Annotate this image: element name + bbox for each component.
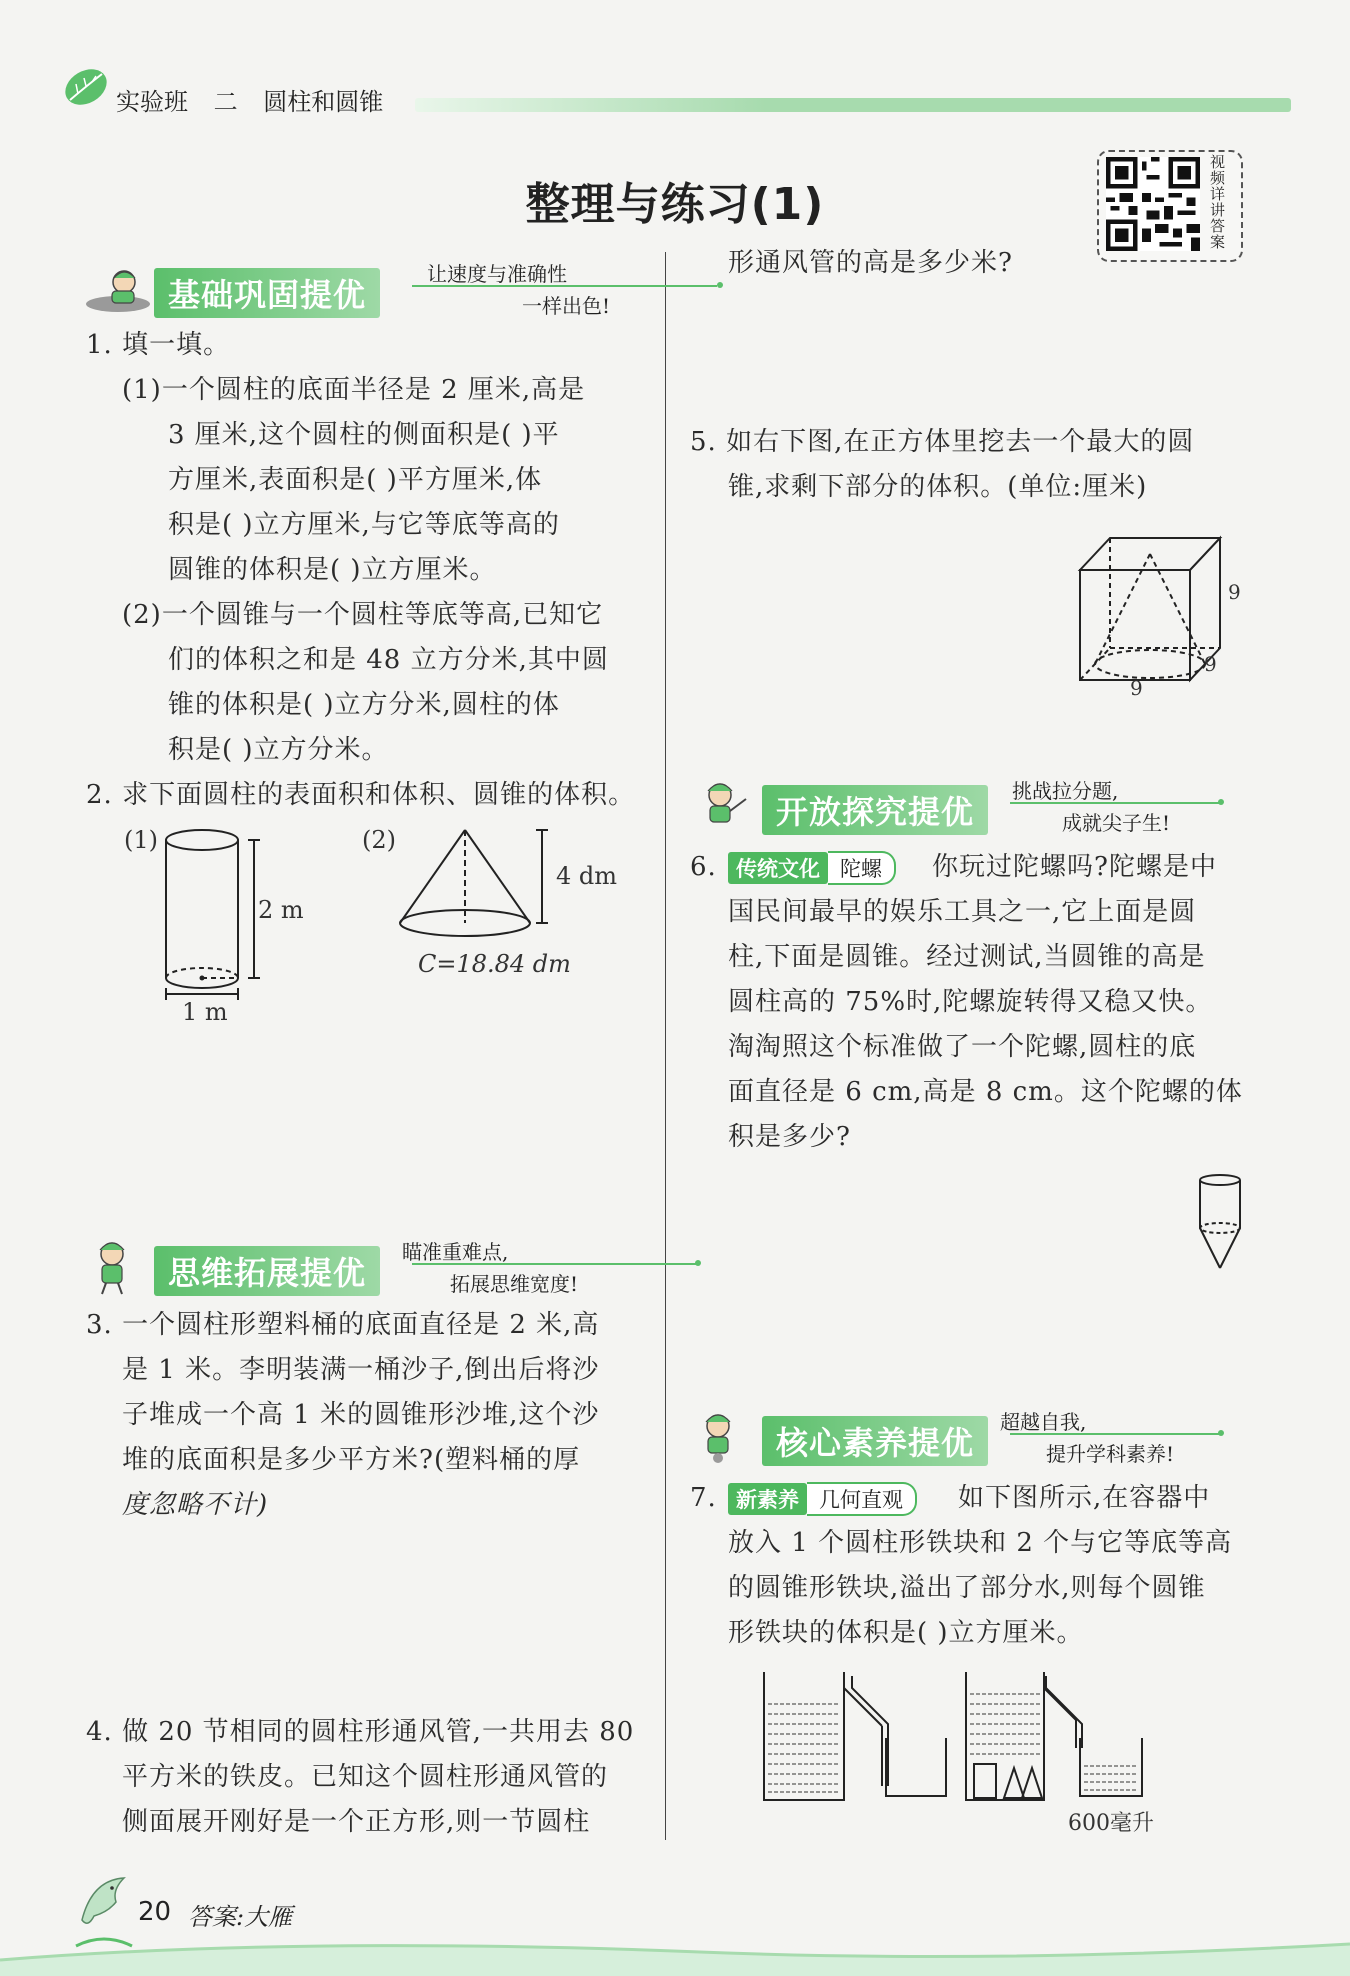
question-1-2-line: 锥的体积是( )立方分米,圆柱的体 <box>168 690 560 720</box>
question-1-2-line: 们的体积之和是 48 立方分米,其中圆 <box>168 645 609 675</box>
banner-dot <box>717 282 723 288</box>
banner-tagline-1: 让速度与准确性 <box>427 262 567 286</box>
question-3-line: 是 1 米。李明装满一桶沙子,倒出后将沙 <box>122 1355 600 1385</box>
question-3-line: 度忽略不计) <box>122 1490 269 1520</box>
question-4-continued: 形通风管的高是多少米? <box>728 248 1013 278</box>
question-1-1-line: 方厘米,表面积是( )平方厘米,体 <box>168 465 543 495</box>
question-7-number: 7. <box>690 1483 717 1513</box>
section-label: 思维拓展提优 <box>154 1246 380 1296</box>
mascot-icon <box>690 1406 762 1466</box>
badge-category: 传统文化 <box>728 852 828 884</box>
mascot-icon <box>82 258 154 318</box>
question-6-line: 柱,下面是圆锥。经过测试,当圆锥的高是 <box>728 942 1206 972</box>
section-label: 开放探究提优 <box>762 785 988 835</box>
header-band <box>415 98 1291 112</box>
banner-tagline-2: 提升学科素养! <box>1046 1442 1175 1466</box>
section-banner-basic <box>82 258 662 322</box>
mascot-icon <box>690 775 762 835</box>
leaf-logo-icon <box>62 66 110 108</box>
banner-dot <box>695 1260 701 1266</box>
question-5-line: 5. 如右下图,在正方体里挖去一个最大的圆 <box>690 427 1195 457</box>
cone-height-label: 4 dm <box>556 862 618 890</box>
banner-tagline-2: 拓展思维宽度! <box>450 1272 579 1296</box>
question-4-line: 平方米的铁皮。已知这个圆柱形通风管的 <box>122 1762 609 1792</box>
badge-topic: 陀螺 <box>828 851 896 885</box>
banner-tagline-2: 一样出色! <box>522 294 611 318</box>
running-header <box>116 82 401 117</box>
overflow-label: 600毫升 <box>1068 1811 1154 1836</box>
column-divider <box>665 252 666 1840</box>
cube-height-label: 9 <box>1228 580 1241 604</box>
question-7-line: 放入 1 个圆柱形铁块和 2 个与它等底等高 <box>728 1528 1233 1558</box>
question-3-line: 子堆成一个高 1 米的圆锥形沙堆,这个沙 <box>122 1400 600 1430</box>
chapter-number: 二 <box>213 88 238 116</box>
cylinder-height-label: 2 m <box>258 896 304 924</box>
question-6-line: 国民间最早的娱乐工具之一,它上面是圆 <box>728 897 1197 927</box>
chapter-title: 圆柱和圆锥 <box>263 88 384 116</box>
question-1-1-line: 积是( )立方厘米,与它等底等高的 <box>168 510 560 540</box>
cube-with-cone-drawing <box>1070 528 1250 708</box>
page-number: 20 <box>138 1897 172 1927</box>
cube-depth-label: 9 <box>1204 652 1217 676</box>
cone-circumference-label: C=18.84 dm <box>418 950 571 978</box>
question-6-line: 积是多少? <box>728 1122 851 1152</box>
cube-width-label: 9 <box>1130 676 1143 700</box>
question-1-1-line: 3 厘米,这个圆柱的侧面积是( )平 <box>168 420 560 450</box>
question-1: 1. 填一填。 <box>86 330 231 360</box>
section-banner-open <box>690 775 1250 839</box>
badge-category: 新素养 <box>728 1483 807 1515</box>
question-5-line: 锥,求剩下部分的体积。(单位:厘米) <box>728 472 1148 502</box>
footer-wave <box>0 1930 1350 1976</box>
question-7-line: 的圆锥形铁块,溢出了部分水,则每个圆锥 <box>728 1573 1206 1603</box>
question-1-2-line: (2)一个圆锥与一个圆柱等底等高,已知它 <box>122 600 604 630</box>
cylinder-diameter-label: 1 m <box>182 998 228 1026</box>
question-6-number: 6. <box>690 852 717 882</box>
banner-tagline-1: 挑战拉分题, <box>1012 779 1119 803</box>
question-4-line: 4. 做 20 节相同的圆柱形通风管,一共用去 80 <box>86 1717 635 1747</box>
question-6-line: 圆柱高的 75%时,陀螺旋转得又稳又快。 <box>728 987 1213 1017</box>
question-7-line: 形铁块的体积是( )立方厘米。 <box>728 1618 1084 1648</box>
question-7-line: 如下图所示,在容器中 <box>958 1483 1211 1513</box>
banner-dot <box>1218 1430 1224 1436</box>
badge-topic: 几何直观 <box>807 1482 917 1516</box>
question-1-2-line: 积是( )立方分米。 <box>168 735 389 765</box>
topic-badge <box>728 1482 917 1514</box>
series-name: 实验班 <box>116 88 188 116</box>
cone-tag: (2) <box>362 826 396 854</box>
banner-tagline-1: 瞄准重难点, <box>402 1240 509 1264</box>
page-title: 整理与练习(1) <box>525 179 825 230</box>
section-label: 核心素养提优 <box>762 1416 988 1466</box>
qr-code-icon[interactable] <box>1106 157 1200 251</box>
question-4-line: 侧面展开刚好是一个正方形,则一节圆柱 <box>122 1807 591 1837</box>
question-1-1-line: 圆锥的体积是( )立方厘米。 <box>168 555 497 585</box>
banner-tagline-2: 成就尖子生! <box>1062 811 1171 835</box>
section-label: 基础巩固提优 <box>154 268 380 318</box>
mascot-icon <box>82 1236 154 1296</box>
answer-label: 答案:大雁 <box>188 1903 293 1931</box>
qr-label: 视频详讲答案 <box>1210 153 1226 251</box>
figure-q7 <box>760 1668 1160 1848</box>
banner-dot <box>1218 799 1224 805</box>
question-6-line: 面直径是 6 cm,高是 8 cm。这个陀螺的体 <box>728 1077 1243 1107</box>
question-6-line: 你玩过陀螺吗?陀螺是中 <box>932 852 1217 882</box>
question-2: 2. 求下面圆柱的表面积和体积、圆锥的体积。 <box>86 780 636 810</box>
figure-q2 <box>120 818 640 1038</box>
section-banner-core <box>690 1406 1250 1470</box>
banner-tagline-1: 超越自我, <box>1000 1410 1087 1434</box>
question-3-line: 堆的底面积是多少平方米?(塑料桶的厚 <box>122 1445 581 1475</box>
cylinder-tag: (1) <box>124 826 158 854</box>
spinning-top-drawing <box>1196 1172 1244 1272</box>
question-6-line: 淘淘照这个标准做了一个陀螺,圆柱的底 <box>728 1032 1197 1062</box>
question-3-line: 3. 一个圆柱形塑料桶的底面直径是 2 米,高 <box>86 1310 600 1340</box>
section-banner-thinking <box>82 1236 662 1300</box>
topic-badge <box>728 851 896 883</box>
containers-drawing <box>760 1668 1160 1808</box>
figure-q5 <box>1070 528 1250 708</box>
question-1-1-line: (1)一个圆柱的底面半径是 2 厘米,高是 <box>122 375 586 405</box>
